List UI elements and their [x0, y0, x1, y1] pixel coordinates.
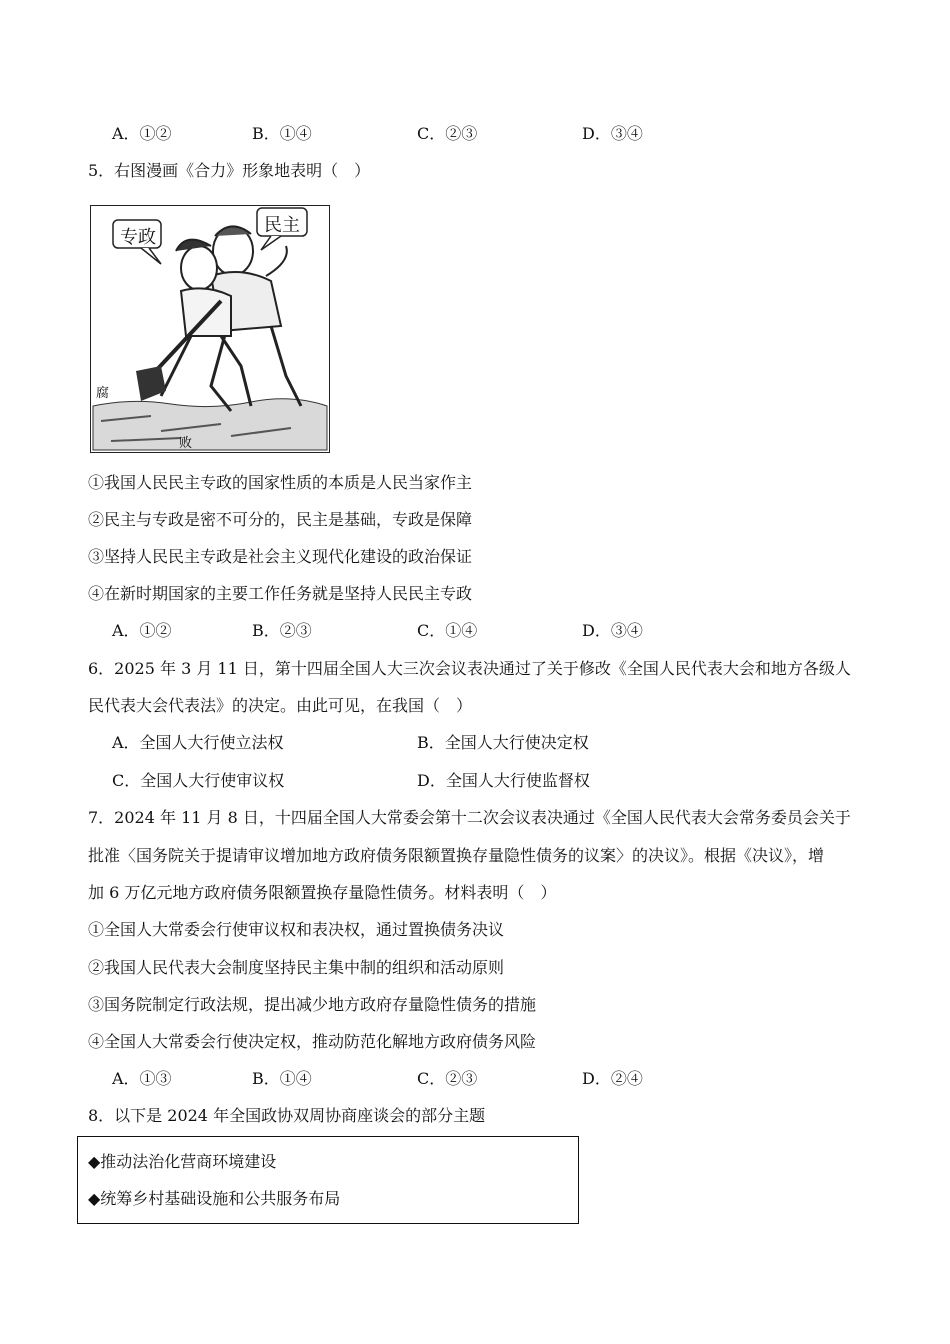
q6-stem-line-1: 6．2025 年 3 月 11 日，第十四届全国人大三次会议表决通过了关于修改《全国人民代表大会和地方各级人 — [88, 659, 851, 678]
q5-option-a: A．①② — [112, 621, 172, 640]
q5-item-3: ③坚持人民民主专政是社会主义现代化建设的政治保证 — [88, 547, 473, 566]
q7-option-b: B．①④ — [252, 1069, 312, 1088]
bubble-dictatorship: 专政 — [120, 227, 156, 248]
q8-topic-1: ◆推动法治化营商环境建设 — [88, 1152, 277, 1171]
ground-label-2: 败 — [179, 436, 193, 451]
q7-stem-line-1: 7．2024 年 11 月 8 日，十四届全国人大常委会第十二次会议表决通过《全国人民代表大会常务委员会关于 — [88, 808, 851, 827]
q7-item-3: ③国务院制定行政法规，提出减少地方政府存量隐性债务的措施 — [88, 995, 537, 1014]
q8-stem: 8．以下是 2024 年全国政协双周协商座谈会的部分主题 — [88, 1106, 486, 1125]
bubble-democracy: 民主 — [264, 215, 300, 236]
q8-topic-2: ◆统筹乡村基础设施和公共服务布局 — [88, 1189, 341, 1208]
q7-stem-line-2: 批准〈国务院关于提请审议增加地方政府债务限额置换存量隐性债务的议案〉的决议》。根据《决议》，增 — [88, 846, 825, 865]
q4-options — [112, 123, 812, 145]
q4-option-b: B．①④ — [252, 124, 312, 143]
q5-option-c: C．①④ — [417, 621, 478, 640]
q7-options — [112, 1068, 812, 1090]
q6-stem-line-2: 民代表大会代表法》的决定。由此可见，在我国（ ） — [88, 696, 473, 715]
q4-option-c: C．②③ — [417, 124, 478, 143]
q5-option-d: D．③④ — [582, 621, 643, 640]
q8-topic-box — [77, 1136, 579, 1224]
q5-item-2: ②民主与专政是密不可分的，民主是基础，专政是保障 — [88, 510, 473, 529]
q6-options-row-2 — [112, 770, 812, 792]
q7-item-2: ②我国人民代表大会制度坚持民主集中制的组织和活动原则 — [88, 958, 505, 977]
q7-item-4: ④全国人大常委会行使决定权，推动防范化解地方政府债务风险 — [88, 1032, 537, 1051]
q6-option-a: A．全国人大行使立法权 — [112, 733, 284, 752]
cartoon-image — [90, 205, 330, 453]
q7-option-d: D．②④ — [582, 1069, 643, 1088]
q5-stem: 5．右图漫画《合力》形象地表明（ ） — [88, 161, 371, 180]
q7-item-1: ①全国人大常委会行使审议权和表决权，通过置换债务决议 — [88, 920, 505, 939]
q7-stem-line-3: 加 6 万亿元地方政府债务限额置换存量隐性债务。材料表明（ ） — [88, 883, 557, 902]
q4-option-d: D．③④ — [582, 124, 643, 143]
q6-option-b: B．全国人大行使决定权 — [417, 733, 589, 752]
ground-label-1: 腐 — [96, 386, 110, 401]
q5-option-b: B．②③ — [252, 621, 312, 640]
q6-option-d: D．全国人大行使监督权 — [417, 771, 590, 790]
q5-item-1: ①我国人民民主专政的国家性质的本质是人民当家作主 — [88, 473, 473, 492]
q7-option-a: A．①③ — [112, 1069, 172, 1088]
q6-options-row-1 — [112, 732, 812, 754]
q5-options — [112, 620, 812, 642]
q4-option-a: A．①② — [112, 124, 172, 143]
q7-option-c: C．②③ — [417, 1069, 478, 1088]
q5-item-4: ④在新时期国家的主要工作任务就是坚持人民民主专政 — [88, 584, 473, 603]
q6-option-c: C．全国人大行使审议权 — [112, 771, 285, 790]
